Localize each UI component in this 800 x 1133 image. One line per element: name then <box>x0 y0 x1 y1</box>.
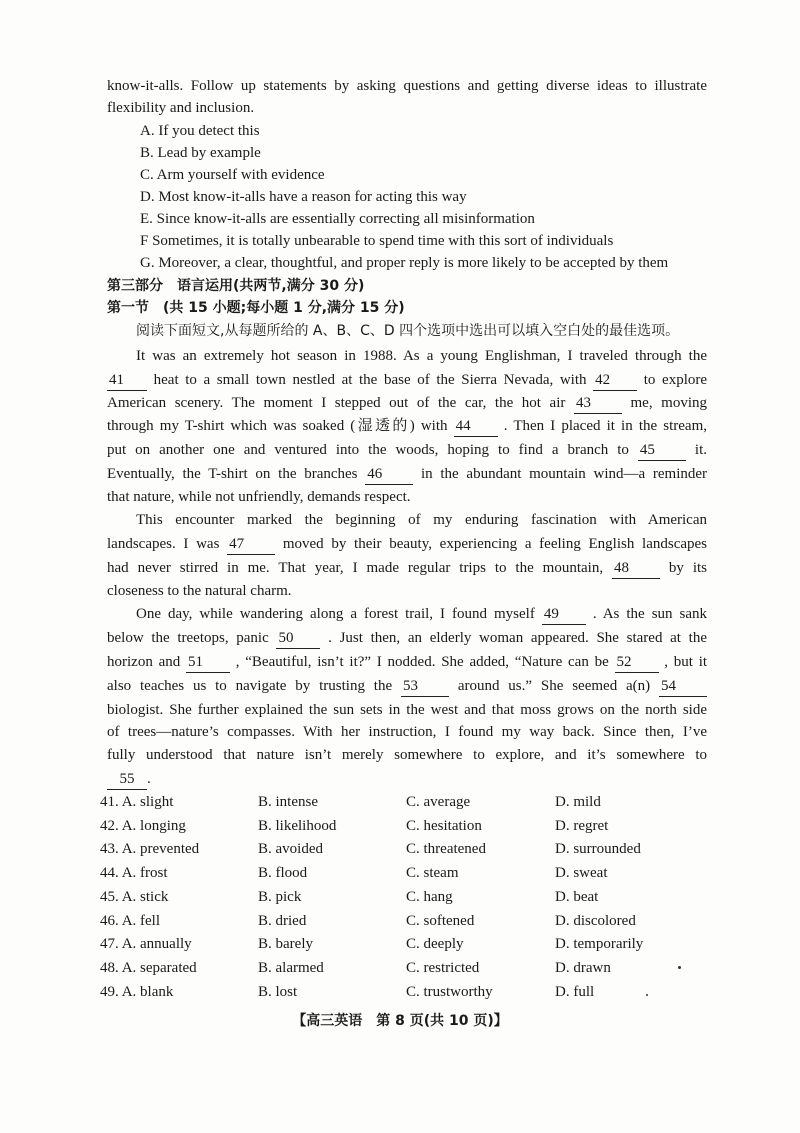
text-segment: put on another one and ventured into the woods, hoping to find a branch to <box>107 442 629 458</box>
page-footer: 【高三英语 第 8 页(共 10 页)】 <box>292 1013 508 1029</box>
passage-p3-line-3 <box>107 652 707 673</box>
passage-p2-line-2 <box>107 534 707 555</box>
option-a: A. slight <box>121 794 174 810</box>
question-row <box>100 910 660 932</box>
blank-46: 46 <box>365 464 413 485</box>
option-d: D. regret <box>555 818 609 834</box>
question-row <box>100 886 660 908</box>
text-segment: through my T-shirt which was soaked (湿透的) with <box>107 418 448 434</box>
blank-48: 48 <box>612 558 660 579</box>
blank-53: 53 <box>401 676 449 697</box>
option-a: A. fell <box>121 913 161 929</box>
option-c: C. deeply <box>406 936 464 952</box>
instruction: 阅读下面短文,从每题所给的 A、B、C、D 四个选项中选出可以填入空白处的最佳选项。 <box>136 323 680 339</box>
passage-p3-line-8 <box>107 769 707 790</box>
scan-speck <box>646 994 648 996</box>
subsection-heading: 第一节 (共 15 小题;每小题 1 分,满分 15 分) <box>107 300 405 316</box>
intro-line-1: know-it-alls. Follow up statements by asking questions and getting diverse ideas to illustrate <box>107 78 707 94</box>
passage-p3-line-5: biologist. She further explained the sun sets in the west and that moss grows on the north side <box>107 702 707 718</box>
question-number: 46. <box>100 913 119 929</box>
option-b: B. lost <box>258 984 298 1000</box>
passage-p2-line-3 <box>107 558 707 579</box>
text-segment: landscapes. I was <box>107 536 220 552</box>
text-segment: also teaches us to navigate by trusting the <box>107 678 393 694</box>
question-row <box>100 838 660 860</box>
question-number-and-option-a <box>100 910 160 932</box>
option-a: A. blank <box>121 984 174 1000</box>
text-segment: below the treetops, panic <box>107 630 269 646</box>
seven-option-a: A. If you detect this <box>140 123 260 139</box>
question-number: 47. <box>100 936 119 952</box>
seven-option-e: E. Since know-it-alls are essentially correcting all misinformation <box>140 211 535 227</box>
text-segment: , but it <box>664 654 708 670</box>
question-number: 43. <box>100 841 119 857</box>
question-number-and-option-a <box>100 838 199 860</box>
option-c: C. restricted <box>406 960 480 976</box>
passage-p3-line-7: fully understood that nature isn’t merely somewhere to explore, and it’s somewhere to <box>107 747 707 763</box>
option-a: A. prevented <box>121 841 200 857</box>
passage-p1-line-1: It was an extremely hot season in 1988. As a young Englishman, I traveled through the <box>136 348 707 364</box>
question-row <box>100 862 660 884</box>
blank-52: 52 <box>615 652 659 673</box>
option-a: A. separated <box>121 960 197 976</box>
passage-p3-line-2 <box>107 628 707 649</box>
text-segment: . As the sun sank <box>592 606 708 622</box>
blank-44: 44 <box>454 416 498 437</box>
text-segment: . Then I placed it in the stream, <box>503 418 707 434</box>
text-segment: . <box>147 771 151 787</box>
option-c: C. hesitation <box>406 818 482 834</box>
blank-49: 49 <box>542 604 586 625</box>
seven-option-f: F Sometimes, it is totally unbearable to spend time with this sort of individuals <box>140 233 614 249</box>
passage-p3-line-1 <box>136 604 707 625</box>
text-segment: heat to a small town nestled at the base of the Sierra Nevada, with <box>153 372 587 388</box>
question-row <box>100 933 660 955</box>
text-segment: to explore <box>643 372 708 388</box>
question-number: 48. <box>100 960 119 976</box>
option-b: B. pick <box>258 889 302 905</box>
option-a: A. annually <box>121 936 192 952</box>
option-d: D. drawn <box>555 960 611 976</box>
option-a: A. longing <box>121 818 186 834</box>
blank-47: 47 <box>227 534 275 555</box>
option-d: D. full <box>555 984 595 1000</box>
passage-p1-line-7: that nature, while not unfriendly, demands respect. <box>107 489 411 505</box>
question-row <box>100 791 660 813</box>
question-number: 42. <box>100 818 119 834</box>
question-number: 45. <box>100 889 119 905</box>
text-segment: One day, while wandering along a forest trail, I found myself <box>136 606 535 622</box>
seven-option-b: B. Lead by example <box>140 145 261 161</box>
passage-p1-line-4 <box>107 416 707 437</box>
text-segment: in the abundant mountain wind—a reminder <box>420 466 708 482</box>
passage-p2-line-1: This encounter marked the beginning of my enduring fascination with American <box>136 512 707 528</box>
option-b: B. dried <box>258 913 307 929</box>
blank-51: 51 <box>186 652 230 673</box>
text-segment: Eventually, the T-shirt on the branches <box>107 466 358 482</box>
blank-42: 42 <box>593 370 637 391</box>
option-b: B. likelihood <box>258 818 337 834</box>
blank-43: 43 <box>574 393 622 414</box>
seven-option-d: D. Most know-it-alls have a reason for acting this way <box>140 189 467 205</box>
seven-option-c: C. Arm yourself with evidence <box>140 167 325 183</box>
option-d: D. mild <box>555 794 601 810</box>
passage-p1-line-3 <box>107 393 707 414</box>
option-b: B. avoided <box>258 841 323 857</box>
question-row <box>100 981 660 1003</box>
option-c: C. average <box>406 794 471 810</box>
text-segment: American scenery. The moment I stepped out of the car, the hot air <box>107 395 566 411</box>
passage-p3-line-4 <box>107 676 707 697</box>
section-heading: 第三部分 语言运用(共两节,满分 30 分) <box>107 278 365 294</box>
option-b: B. intense <box>258 794 318 810</box>
text-segment: . Just then, an elderly woman appeared. She stared at the <box>328 630 707 646</box>
question-number-and-option-a <box>100 815 186 837</box>
text-segment: it. <box>694 442 707 458</box>
option-c: C. trustworthy <box>406 984 493 1000</box>
blank-54: 54 <box>659 676 707 697</box>
scan-speck <box>678 966 681 969</box>
question-number-and-option-a <box>100 862 168 884</box>
question-number-and-option-a <box>100 981 173 1003</box>
text-segment: by its <box>668 560 708 576</box>
option-a: A. stick <box>121 889 169 905</box>
option-b: B. flood <box>258 865 308 881</box>
question-row <box>100 957 660 979</box>
blank-41: 41 <box>107 370 147 391</box>
passage-p2-line-4: closeness to the natural charm. <box>107 583 292 599</box>
text-segment: around us.” She seemed a(n) <box>457 678 651 694</box>
text-segment: horizon and <box>107 654 181 670</box>
passage-p3-line-6: of trees—nature’s compasses. With her instruction, I found my way back. Since then, I’ve <box>107 724 707 740</box>
blank-50: 50 <box>276 628 320 649</box>
option-d: D. temporarily <box>555 936 644 952</box>
option-b: B. alarmed <box>258 960 324 976</box>
question-number-and-option-a <box>100 886 168 908</box>
option-d: D. beat <box>555 889 599 905</box>
question-number-and-option-a <box>100 957 197 979</box>
question-number-and-option-a <box>100 791 173 813</box>
passage-p1-line-6 <box>107 464 707 485</box>
blank-55: 55 <box>107 769 147 790</box>
option-b: B. barely <box>258 936 313 952</box>
blank-45: 45 <box>638 440 686 461</box>
question-number: 41. <box>100 794 119 810</box>
option-c: C. threatened <box>406 841 486 857</box>
question-number: 49. <box>100 984 119 1000</box>
text-segment: me, moving <box>630 395 707 411</box>
question-number-and-option-a <box>100 933 192 955</box>
seven-option-g: G. Moreover, a clear, thoughtful, and proper reply is more likely to be accepted by them <box>140 255 669 271</box>
text-segment: moved by their beauty, experiencing a feeling English landscapes <box>282 536 708 552</box>
text-segment: had never stirred in me. That year, I made regular trips to the mountain, <box>107 560 604 576</box>
option-d: D. sweat <box>555 865 608 881</box>
text-segment: , “Beautiful, isn’t it?” I nodded. She added, “Nature can be <box>235 654 609 670</box>
option-d: D. surrounded <box>555 841 641 857</box>
passage-p1-line-5 <box>107 440 707 461</box>
question-number: 44. <box>100 865 119 881</box>
question-row <box>100 815 660 837</box>
option-c: C. softened <box>406 913 475 929</box>
option-a: A. frost <box>121 865 168 881</box>
intro-line-2: flexibility and inclusion. <box>107 100 255 116</box>
option-c: C. steam <box>406 865 459 881</box>
option-d: D. discolored <box>555 913 636 929</box>
passage-p1-line-2 <box>107 370 707 391</box>
option-c: C. hang <box>406 889 453 905</box>
